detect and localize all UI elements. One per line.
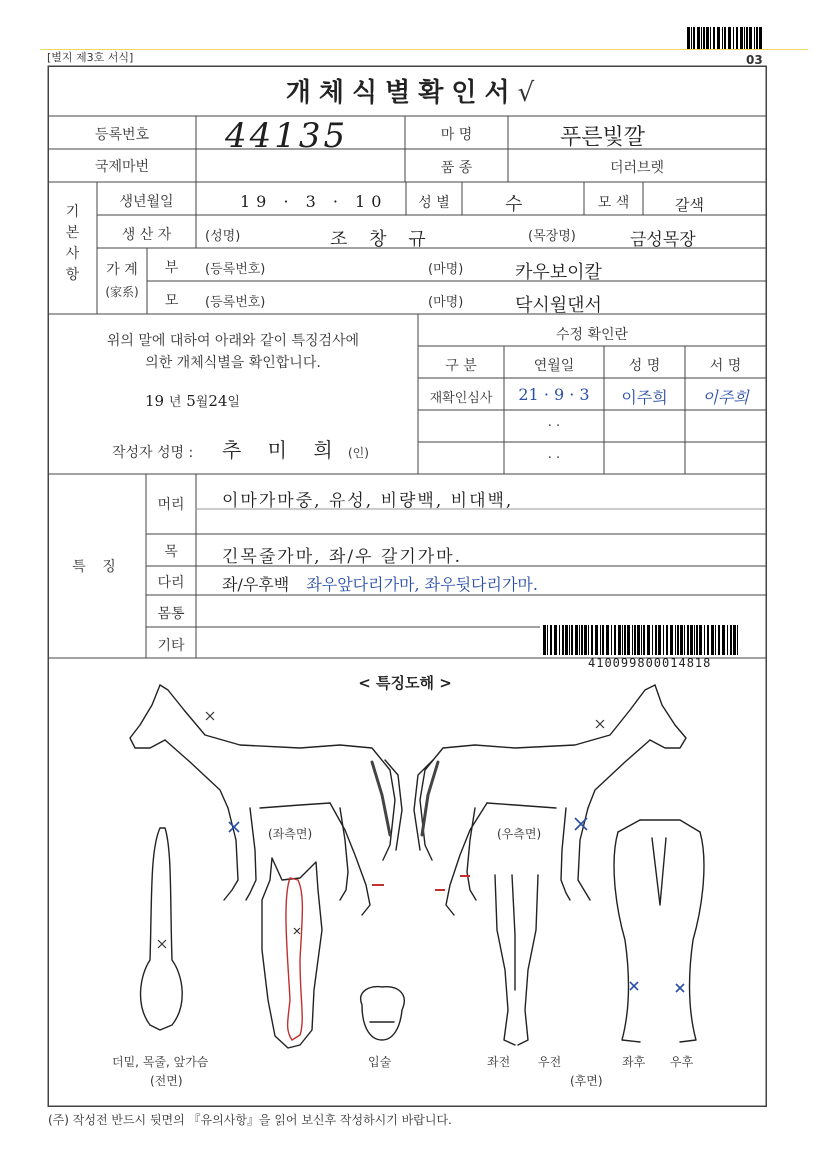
front-caption: 더밑, 목줄, 앞가슴 — [112, 1055, 209, 1069]
front-legs-view — [495, 875, 538, 1045]
right-side-horse — [414, 685, 686, 915]
revision-col-date: 연월일 — [533, 358, 575, 374]
feature-leg-label: 다리 — [157, 575, 185, 591]
diagram-title: < 특징도해 > — [358, 674, 452, 692]
coat-value: 갈색 — [675, 196, 704, 214]
rear-view — [614, 820, 704, 1042]
date-day: 24 — [208, 392, 228, 410]
rear-right-label: 우후 — [670, 1055, 694, 1069]
front-right-label: 우전 — [538, 1055, 562, 1069]
front-left-label: 좌전 — [487, 1055, 511, 1069]
date-year-unit: 년 — [168, 395, 182, 410]
rear-left-label: 좌후 — [622, 1055, 646, 1069]
horse-name-value: 푸른빛깔 — [560, 125, 646, 150]
left-side-label: (좌측면) — [268, 827, 313, 841]
right-side-label: (우측면) — [497, 827, 542, 841]
rear-sub-label: (후면) — [570, 1074, 603, 1088]
sex-label: 성 별 — [418, 195, 450, 211]
basic-label-char-3: 사 — [65, 246, 80, 262]
sire-label: 부 — [164, 260, 179, 276]
farm-value: 금성목장 — [630, 230, 696, 250]
breed-label: 품 종 — [440, 160, 473, 176]
head-front-view — [262, 858, 322, 1048]
basic-label-char-2: 본 — [65, 225, 80, 241]
basic-label-char-1: 기 — [65, 204, 80, 220]
coat-label: 모 색 — [597, 195, 630, 211]
seal-label: (인) — [348, 446, 369, 460]
front-sub-label: (전면) — [150, 1074, 183, 1088]
revision-row1-date: 21 · 9 · 3 — [518, 385, 590, 404]
revision-row2-date: · · — [547, 419, 561, 434]
date-month: 5 — [186, 392, 196, 410]
breeder-name-value: 조 창 규 — [330, 229, 434, 250]
feature-leg-value-black: 좌/우후백 — [222, 575, 290, 594]
front-body-view — [141, 828, 183, 1030]
revision-col-name: 성 명 — [628, 358, 661, 374]
lips-view — [361, 987, 405, 1040]
breeder-name-label: (성명) — [205, 229, 241, 244]
feature-neck-label: 목 — [164, 544, 178, 560]
dam-name-value: 닥시윌댄서 — [515, 295, 602, 316]
title-check-mark: √ — [517, 78, 535, 108]
dob-value: 19 · 3 · 10 — [240, 192, 388, 211]
revision-row1-type: 재확인심사 — [429, 391, 493, 406]
dob-label: 생년월일 — [119, 194, 174, 210]
feature-neck-value: 긴목줄가마, 좌/우 갈기가마. — [222, 547, 462, 567]
revision-col-type: 구 분 — [445, 358, 477, 374]
feature-leg-value-blue: 좌우앞다리가마, 좌우뒷다리가마. — [306, 575, 538, 594]
farm-label: (목장명) — [528, 229, 576, 244]
sire-name-value: 카우보이칼 — [515, 262, 602, 283]
footer-note: (주) 작성전 반드시 뒷면의 『유의사항』을 읽어 보신후 작성하시기 바랍니다. — [48, 1113, 452, 1127]
date-year: 19 — [145, 392, 165, 410]
feature-other-label: 기타 — [157, 638, 185, 654]
dam-label: 모 — [164, 293, 179, 309]
breeder-label: 생 산 자 — [121, 227, 172, 243]
lips-label: 입술 — [368, 1055, 392, 1069]
sex-value: 수 — [505, 194, 523, 215]
title-text: 개체식별확인서 — [285, 78, 518, 108]
intl-no-label: 국제마번 — [94, 159, 150, 175]
confirm-text-line2: 의한 개체식별을 확인합니다. — [145, 355, 321, 371]
breed-value: 더러브렛 — [609, 160, 665, 176]
barcode-number: 410099800014818 — [588, 656, 712, 670]
sire-name-label: (마명) — [428, 262, 464, 277]
feature-body-label: 몸통 — [157, 606, 185, 622]
revision-row1-name: 이주희 — [621, 388, 668, 407]
writer-label: 작성자 성명 : — [112, 445, 194, 461]
revision-col-sign: 서 명 — [709, 358, 742, 374]
horse-name-label: 마 명 — [440, 127, 473, 143]
features-section-label: 특 징 — [72, 559, 122, 575]
annotation-marks — [158, 712, 684, 1040]
lineage-hanja: (家系) — [105, 285, 139, 299]
revision-row1-sign: 이주희 — [702, 388, 749, 407]
revision-row3-date: · · — [547, 451, 561, 466]
basic-label-char-4: 항 — [65, 267, 80, 283]
form-label: [별지 제3호 서식] — [47, 51, 134, 64]
lineage-label-text: 가 계 — [106, 262, 138, 278]
revision-title: 수정 확인란 — [555, 327, 629, 343]
sire-regno-label: (등록번호) — [205, 262, 266, 277]
date-month-unit: 월 — [195, 395, 209, 410]
confirm-text-line1: 위의 말에 대하여 아래와 같이 특징검사에 — [106, 333, 360, 349]
feature-head-value: 이마가마중, 유성, 비량백, 비대백, — [222, 491, 514, 511]
page-number: 03 — [746, 53, 763, 67]
writer-value: 추 미 희 — [222, 438, 343, 462]
reg-no-value: 44135 — [225, 116, 349, 156]
dam-name-label: (마명) — [428, 295, 464, 310]
reg-no-label: 등록번호 — [94, 127, 150, 143]
date-day-unit: 일 — [227, 395, 240, 410]
feature-head-label: 머리 — [157, 497, 185, 513]
dam-regno-label: (등록번호) — [205, 295, 266, 310]
